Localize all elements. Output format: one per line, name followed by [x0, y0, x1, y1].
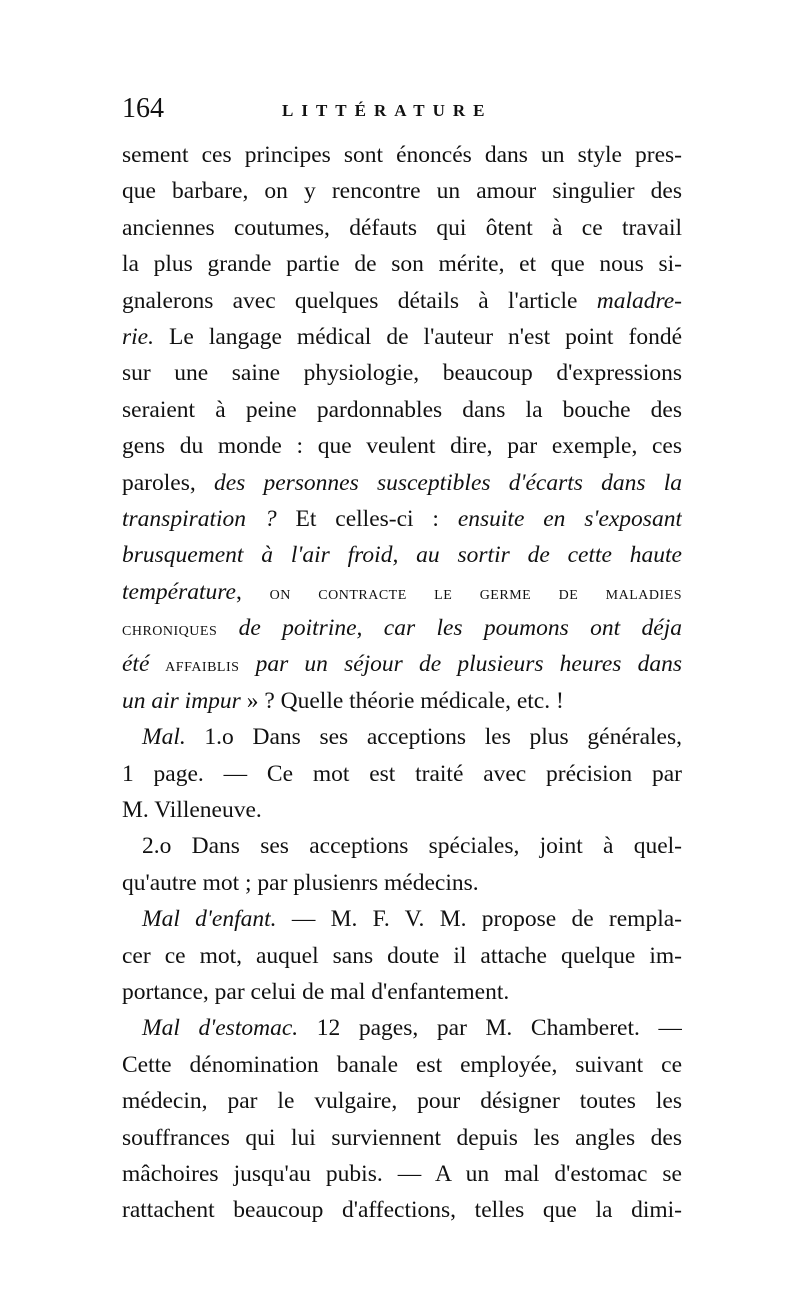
text-run: rattachent beaucoup d'affections, telles que la dimi- [122, 1197, 682, 1224]
text-line [122, 319, 682, 355]
text-line [122, 246, 682, 282]
text-line [122, 210, 682, 246]
text-line [122, 1156, 682, 1192]
text-line [122, 1010, 682, 1046]
text-run: gens du monde : que veulent dire, par exemple, ces [122, 433, 682, 460]
text-run: rie. [122, 323, 154, 350]
text-line [122, 865, 682, 901]
text-run: maladre- [596, 287, 682, 314]
text-line [122, 683, 682, 719]
text-line [122, 173, 682, 209]
text-run: par un séjour de plusieurs heures dans [239, 651, 682, 678]
text-run: des personnes susceptibles d'écarts dans la [213, 469, 682, 496]
text-line [122, 1120, 682, 1156]
page-header [122, 93, 692, 133]
body-text [122, 137, 682, 1229]
text-run: sur une saine physiologie, beaucoup d'expressions [122, 360, 682, 387]
text-run: gnalerons avec quelques détails à l'article [122, 287, 597, 314]
text-run: mâchoires jusqu'au pubis. — A un mal d'estomac se [122, 1160, 682, 1187]
text-run: seraient à peine pardonnables dans la bouche des [122, 396, 682, 423]
text-run: été [122, 651, 150, 678]
text-run: cer ce mot, auquel sans doute il attache quelque im- [122, 942, 682, 969]
text-run: Mal d'enfant. [142, 906, 277, 933]
text-run: brusquement à l'air froid, au sortir de cette haute [122, 542, 682, 569]
text-run: chroniques [122, 618, 218, 641]
text-line [122, 355, 682, 391]
text-line [122, 792, 682, 828]
text-run: affaiblis [149, 654, 240, 677]
text-run: que barbare, on y rencontre un amour singulier des [122, 178, 682, 205]
text-line [122, 974, 682, 1010]
text-run: médecin, par le vulgaire, pour désigner toutes les [122, 1088, 682, 1115]
text-run: 2.o Dans ses acceptions spéciales, joint à quel- [142, 833, 682, 860]
text-line [122, 1047, 682, 1083]
text-run: souffrances qui lui surviennent depuis les angles des [122, 1124, 682, 1151]
text-line [122, 537, 682, 573]
text-run: un air impur [122, 687, 241, 714]
text-run: anciennes coutumes, défauts qui ôtent à ce travail [122, 214, 682, 241]
text-run: » ? Quelle théorie médicale, etc. ! [240, 687, 564, 714]
text-run: Et celles-ci : [276, 505, 458, 532]
text-run: qu'autre mot ; par plusienrs médecins. [122, 869, 479, 896]
text-run: Mal. [142, 724, 186, 751]
text-line [122, 392, 682, 428]
text-run: — M. F. V. M. propose de rempla- [276, 906, 682, 933]
text-line [122, 283, 682, 319]
text-line [122, 1192, 682, 1228]
text-run: ensuite en s'exposant [457, 505, 682, 532]
text-run: sement ces principes sont énoncés dans un style pres- [122, 142, 682, 168]
text-run: Cette dénomination banale est employée, suivant ce [122, 1051, 682, 1078]
text-line [122, 137, 682, 173]
text-run: M. Villeneuve. [122, 797, 262, 824]
text-line [122, 610, 682, 646]
text-line [122, 901, 682, 937]
text-line [122, 1083, 682, 1119]
running-title: LITTÉRATURE [282, 101, 493, 120]
text-line [122, 428, 682, 464]
text-run: , [236, 578, 270, 605]
text-run: 1.o Dans ses acceptions les plus générales, [185, 724, 682, 751]
text-run: de poitrine, car les poumons ont déja [217, 615, 682, 642]
text-line [122, 465, 682, 501]
text-run: paroles, [122, 469, 214, 496]
text-run: on contracte le germe de maladies [269, 581, 682, 604]
text-line [122, 719, 682, 755]
text-run: la plus grande partie de son mérite, et que nous si- [122, 251, 682, 278]
text-run: 12 pages, par M. Chamberet. — [298, 1015, 682, 1042]
text-run: Le langage médical de l'auteur n'est point fondé [153, 323, 682, 350]
text-run: 1 page. — Ce mot est traité avec précision par [122, 760, 682, 787]
text-line [122, 828, 682, 864]
text-run: portance, par celui de mal d'enfantement. [122, 978, 510, 1005]
text-run: température [122, 578, 236, 605]
text-line [122, 756, 682, 792]
text-run: transpiration ? [122, 505, 277, 532]
text-line [122, 646, 682, 682]
page-number: 164 [122, 93, 164, 124]
text-run: Mal d'estomac. [142, 1015, 299, 1042]
text-line [122, 574, 682, 610]
text-line [122, 501, 682, 537]
text-line [122, 938, 682, 974]
